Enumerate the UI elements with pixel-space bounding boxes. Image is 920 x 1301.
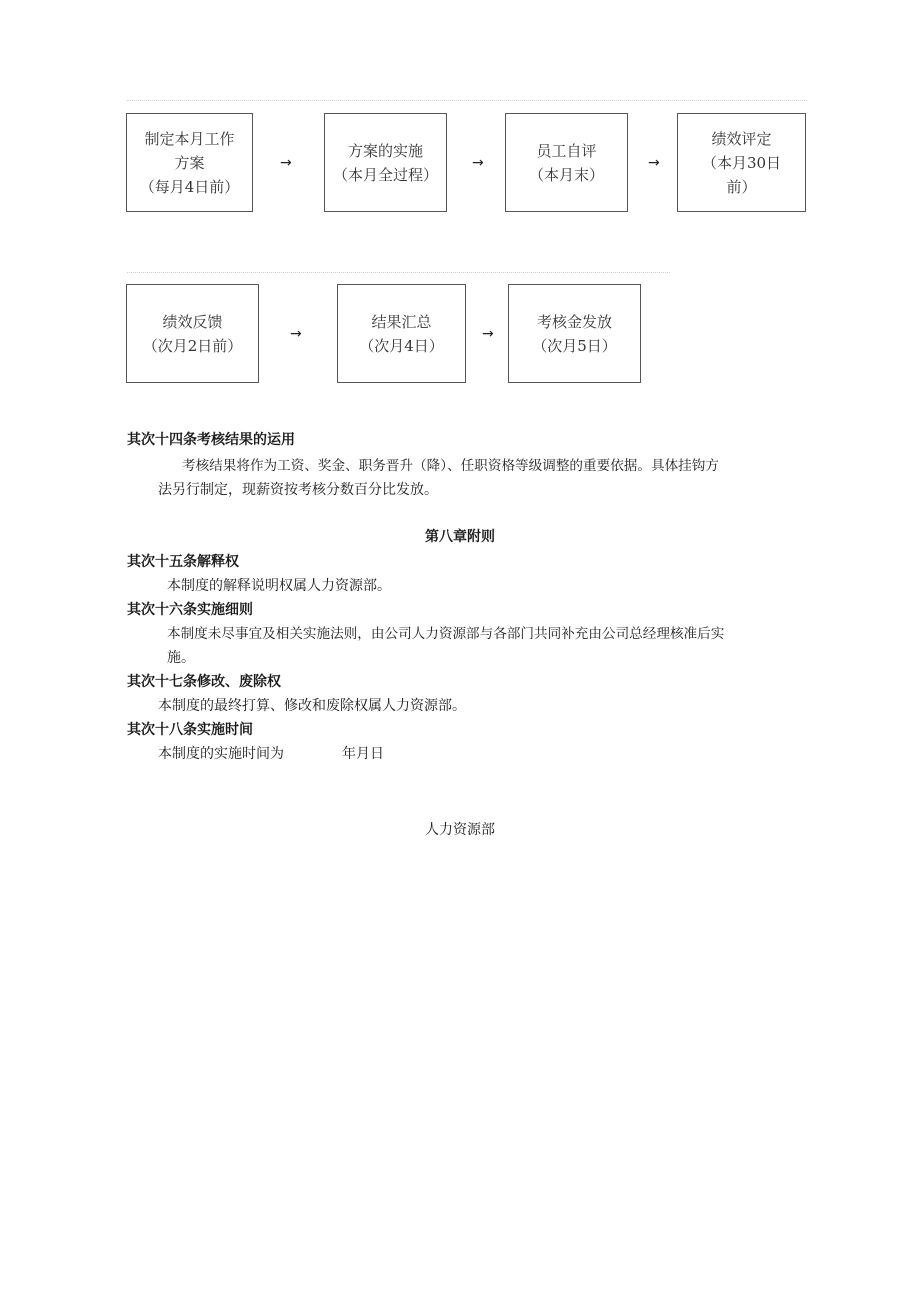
- arrow-icon: →: [290, 326, 302, 342]
- flow-box-text: 员工自评: [536, 141, 597, 160]
- arrow-icon: →: [280, 155, 292, 171]
- flow-box-text: 前）: [726, 177, 757, 196]
- flow-box-text: （本月全过程）: [332, 165, 438, 184]
- article-14-body-line1: 考核结果将作为工资、奖金、职务晋升（降）、任职资格等级调整的重要依据。具体挂钩方: [182, 458, 719, 474]
- flow-box-text: （次月2日前）: [142, 336, 243, 355]
- article-18-body: [158, 742, 384, 766]
- flow-box-text: 绩效反馈: [162, 312, 223, 331]
- flow-box-payout: [508, 284, 641, 383]
- flow-box-plan: [126, 113, 253, 212]
- article-15-body: 本制度的解释说明权属人力资源部。: [167, 578, 391, 594]
- row1-divider: [127, 100, 807, 101]
- flow-box-text: （次月4日）: [359, 336, 444, 355]
- chapter-8-title: 第八章附则: [425, 529, 495, 545]
- arrow-icon: →: [472, 155, 484, 171]
- flow-box-feedback: [126, 284, 259, 383]
- flow-box-text: 制定本月工作: [144, 129, 235, 148]
- arrow-icon: →: [482, 326, 494, 342]
- article-16-body-line1: 本制度未尽事宜及相关实施法则，由公司人力资源部与各部门共同补充由公司总经理核准后实: [167, 626, 725, 642]
- article-18-date-placeholder: 年月日: [342, 746, 384, 762]
- signature-department: 人力资源部: [425, 822, 495, 838]
- flow-box-text: （次月5日）: [532, 336, 617, 355]
- flow-box-text: （每月4日前）: [139, 177, 240, 196]
- flow-box-text: 结果汇总: [371, 312, 432, 331]
- article-17-body: 本制度的最终打算、修改和废除权属人力资源部。: [158, 698, 466, 714]
- article-17-title: 其次十七条修改、废除权: [127, 674, 281, 690]
- article-14-title: 其次十四条考核结果的运用: [127, 432, 295, 448]
- flow-box-text: 方案: [174, 153, 205, 172]
- flow-box-summary: [337, 284, 466, 383]
- article-18-body-prefix: 本制度的实施时间为: [158, 746, 284, 762]
- flow-box-text: （本月末）: [528, 165, 604, 184]
- flow-box-self-review: [505, 113, 628, 212]
- flow-box-text: 方案的实施: [347, 141, 423, 160]
- article-15-title: 其次十五条解释权: [127, 554, 239, 570]
- arrow-icon: →: [648, 155, 660, 171]
- flow-box-implement: [324, 113, 447, 212]
- article-16-title: 其次十六条实施细则: [127, 602, 253, 618]
- row2-divider: [127, 272, 670, 273]
- flow-box-assessment: [677, 113, 806, 212]
- flow-box-text: 考核金发放: [536, 312, 612, 331]
- flow-box-text: （本月30日: [701, 153, 782, 172]
- article-18-title: 其次十八条实施时间: [127, 722, 253, 738]
- article-14-body-line2: 法另行制定，现薪资按考核分数百分比发放。: [158, 482, 438, 498]
- flow-box-text: 绩效评定: [711, 129, 772, 148]
- article-16-body-line2: 施。: [167, 650, 195, 666]
